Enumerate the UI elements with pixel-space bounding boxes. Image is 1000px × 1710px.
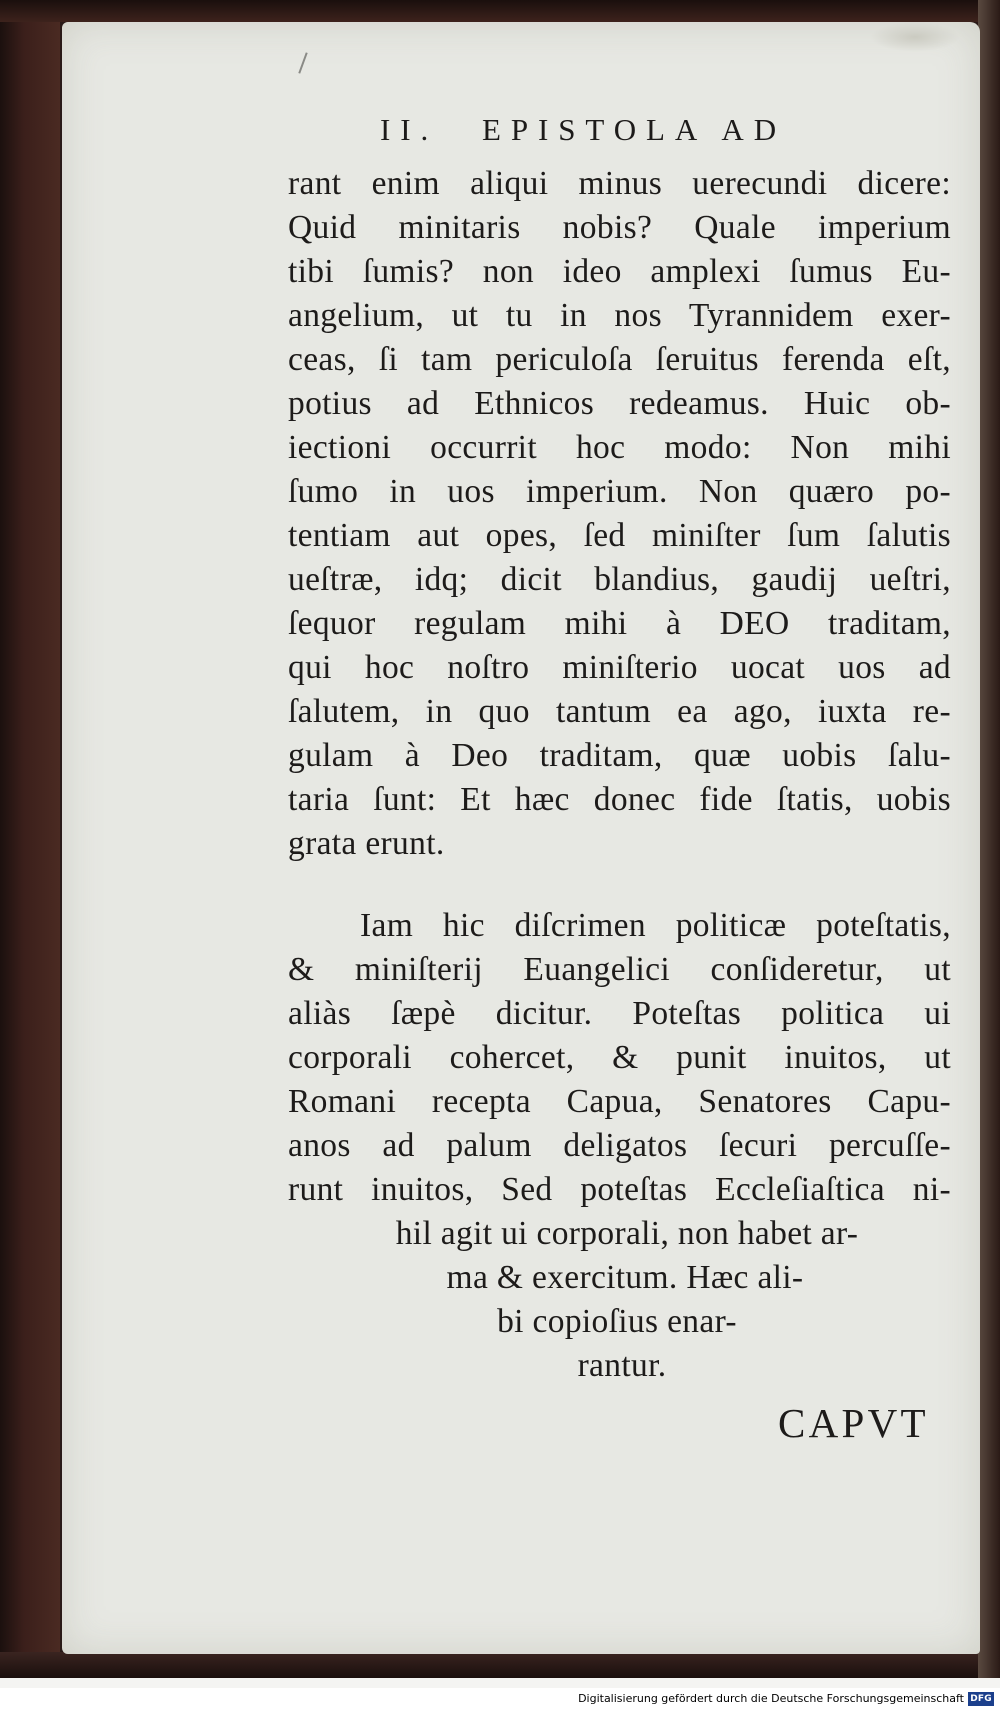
text-line: ueſtræ, idq; dicit blandius, gaudij ueſtri,	[288, 561, 951, 598]
text-line: Quid minitaris nobis? Quale imperium	[288, 209, 951, 246]
text-line: rant enim aliqui minus uerecundi dicere:	[288, 165, 951, 202]
running-head-title: EPISTOLA AD	[482, 112, 787, 147]
text-line: tentiam aut opes, ſed miniſter ſum ſalutis	[288, 517, 951, 554]
text-line: rantur.	[577, 1347, 667, 1384]
text-line: Romani recepta Capua, Senatores Capu-	[288, 1083, 951, 1120]
catchword: CAPVT	[778, 1400, 929, 1446]
text-line: gulam à Deo traditam, quæ uobis ſalu-	[288, 737, 951, 774]
text-line: angelium, ut tu in nos Tyrannidem exer-	[288, 297, 951, 334]
text-line: ſalutem, in quo tantum ea ago, iuxta re-	[288, 693, 951, 730]
text-line: ſequor regulam mihi à DEO traditam,	[288, 605, 951, 642]
text-line: taria ſunt: Et hæc donec fide ſtatis, uobis	[288, 781, 951, 818]
text-line: runt inuitos, Sed poteſtas Eccleſiaſtica ni-	[288, 1171, 951, 1208]
text-line: potius ad Ethnicos redeamus. Huic ob-	[288, 385, 951, 422]
text-line: anos ad palum deligatos ſecuri percuſſe-	[288, 1127, 951, 1164]
text-line: ſumo in uos imperium. Non quæro po-	[288, 473, 951, 510]
text-line: iectioni occurrit hoc modo: Non mihi	[288, 429, 951, 466]
text-line: Iam hic diſcrimen politicæ poteſtatis,	[360, 907, 951, 944]
running-head-folio: II.	[380, 112, 439, 147]
text-line: bi copioſius enar-	[497, 1303, 737, 1340]
footer-credit: Digitalisierung gefördert durch die Deutsche Forschungsgemeinschaft	[578, 1692, 964, 1705]
text-line: qui hoc noſtro miniſterio uocat uos ad	[288, 649, 951, 686]
text-line: corporali cohercet, & punit inuitos, ut	[288, 1039, 951, 1076]
dfg-logo: DFG	[968, 1692, 994, 1706]
text-line: hil agit ui corporali, non habet ar-	[395, 1215, 859, 1252]
text-line: & miniſterij Euangelici conſideretur, ut	[288, 951, 951, 988]
text-line: ma & exercitum. Hæc ali-	[446, 1259, 804, 1296]
text-line: tibi ſumis? non ideo amplexi ſumus Eu-	[288, 253, 951, 290]
text-line: aliàs ſæpè dicitur. Poteſtas politica ui	[288, 995, 951, 1032]
text-line: ceas, ſi tam periculoſa ſeruitus ferenda eſt,	[288, 341, 951, 378]
text-line: grata erunt.	[288, 825, 445, 862]
